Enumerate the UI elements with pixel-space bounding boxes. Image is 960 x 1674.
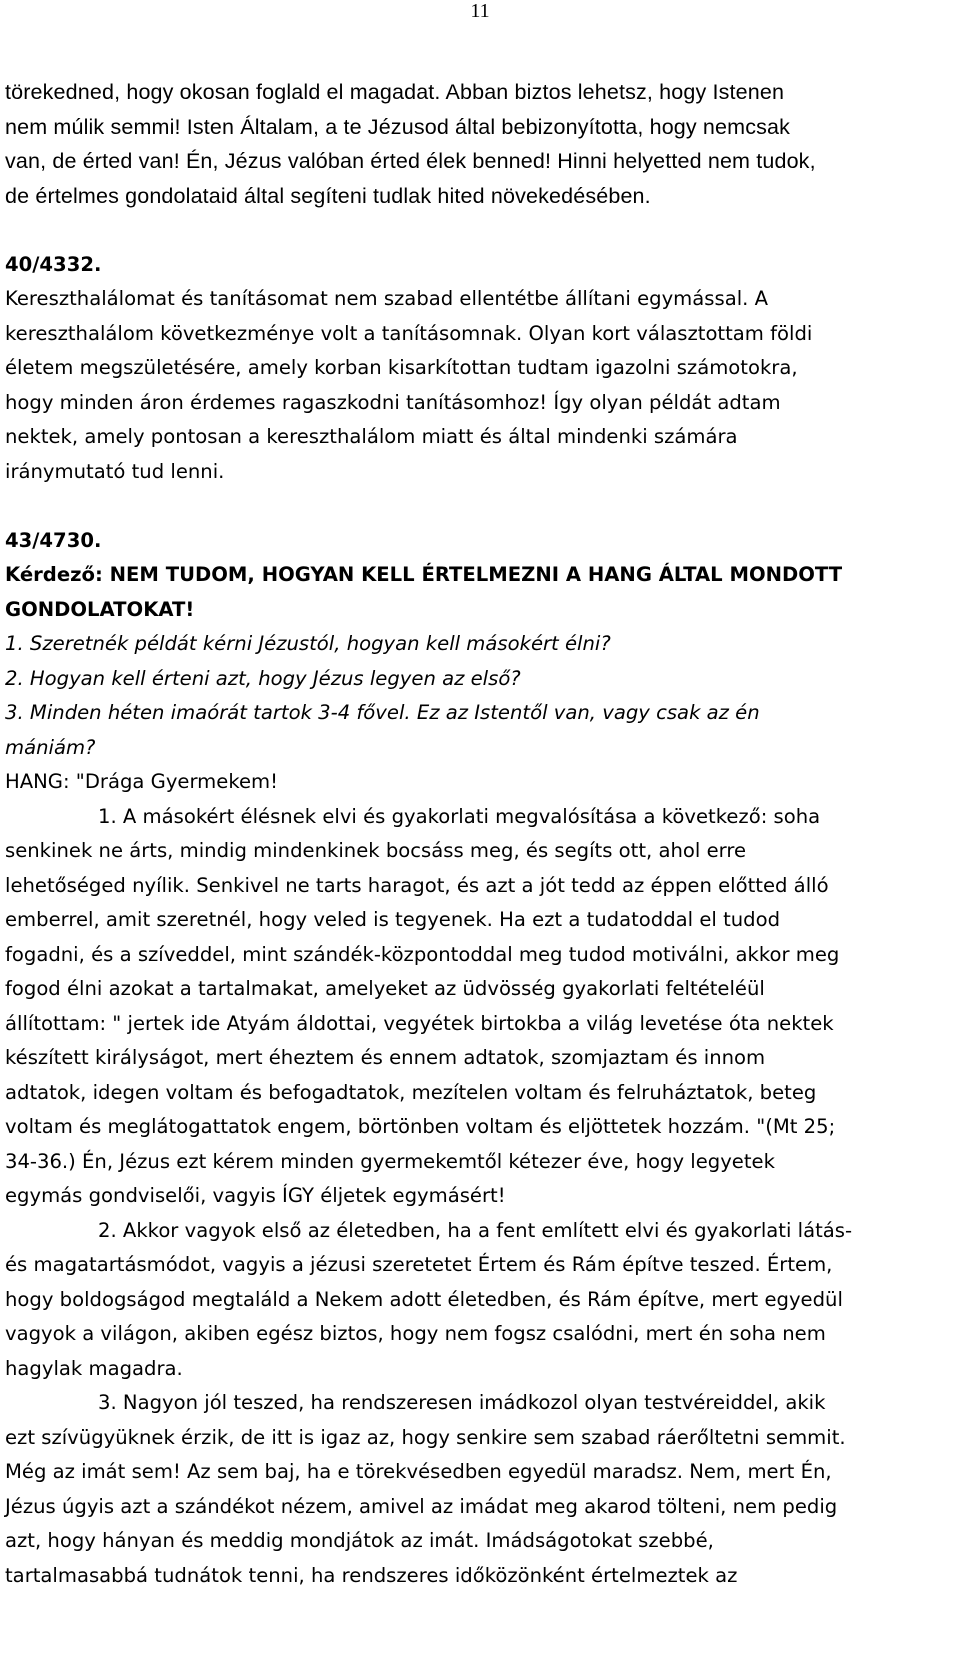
text-line: törekedned, hogy okosan foglald el magadat. Abban biztos lehetsz, hogy Istenen — [5, 80, 785, 104]
text-line: Jézus úgyis azt a szándékot nézem, amivel az imádat meg akarod tölteni, nem pedig — [5, 1494, 838, 1518]
sub-question: 2. Hogyan kell érteni azt, hogy Jézus legyen az első? — [5, 666, 521, 690]
page-number: 11 — [470, 0, 490, 22]
text-line: fogadni, és a szíveddel, mint szándék-központoddal meg tudod motiválni, akkor meg — [5, 942, 840, 966]
section-43-4730 — [5, 524, 955, 1594]
text-line: készített királyságot, mert éheztem és ennem adtatok, szomjaztam és innom — [5, 1046, 766, 1069]
paragraph-gap — [5, 489, 955, 524]
text-line: 34-36.) Én, Jézus ezt kérem minden gyermekemtől kétezer éve, hogy legyetek — [5, 1149, 775, 1173]
paragraph-gap — [5, 213, 955, 248]
text-line: voltam és meglátogattatok engem, börtönben voltam és eljöttetek hozzám. "(Mt 25; — [5, 1115, 836, 1138]
text-line: ezt szívügyüknek érzik, de itt is igaz az, hogy senkire sem szabad ráerőltetni semmit. — [5, 1425, 846, 1449]
text-line: emberrel, amit szeretnél, hogy veled is tegyenek. Ha ezt a tudatoddal el tudod — [5, 908, 781, 931]
section-number: 40/4332. — [5, 252, 102, 276]
answer-1-first-line: 1. A másokért élésnek elvi és gyakorlati megvalósítása a következő: soha — [98, 804, 821, 828]
section-40-4332 — [5, 248, 955, 490]
text-line: Még az imát sem! Az sem baj, ha e törekvésedben egyedül maradsz. Nem, mert Én, — [5, 1460, 832, 1483]
question-heading: Kérdező: NEM TUDOM, HOGYAN KELL ÉRTELMEZNI A HANG ÁLTAL MONDOTT — [5, 563, 843, 586]
text-line: nem múlik semmi! Isten Általam, a te Jézusod által bebizonyította, hogy nemcsak — [5, 114, 791, 139]
text-line: azt, hogy hányan és meddig mondjátok az imát. Imádságotokat szebbé, — [5, 1529, 714, 1552]
sub-question: 3. Minden héten imaórát tartok 3-4 fővel. Ez az Istentől van, vagy csak az én — [5, 701, 760, 724]
text-line: de értelmes gondolataid által segíteni tudlak hited növekedésében. — [5, 183, 651, 208]
text-line: adtatok, idegen voltam és befogadtatok, mezítelen voltam és felruháztatok, beteg — [5, 1080, 817, 1104]
sub-question: 1. Szeretnék példát kérni Jézustól, hogyan kell másokért élni? — [5, 632, 611, 655]
text-line: kereszthalálom következménye volt a tanításomnak. Olyan kort választottam földi — [5, 321, 813, 345]
text-line: vagyok a világon, akiben egész biztos, hogy nem fogsz csalódni, mert én soha nem — [5, 1322, 826, 1345]
answer-2-first-line: 2. Akkor vagyok első az életedben, ha a fent említett elvi és gyakorlati látás- — [98, 1218, 853, 1242]
text-line: lehetőséged nyílik. Senkivel ne tarts haragot, és azt a jót tedd az éppen előtted álló — [5, 873, 829, 897]
text-line: iránymutató tud lenni. — [5, 459, 225, 483]
text-line: egymás gondviselői, vagyis ÍGY éljetek egymásért! — [5, 1184, 506, 1207]
text-line: fogod élni azokat a tartalmakat, amelyeket az üdvösség gyakorlati feltételéül — [5, 977, 765, 1000]
text-line: senkinek ne árts, mindig mindenkinek bocsáss meg, és segíts ott, ahol erre — [5, 839, 747, 862]
document-body — [5, 75, 955, 1593]
text-line: hagylak magadra. — [5, 1356, 183, 1380]
text-line: nektek, amely pontosan a kereszthalálom miatt és által mindenki számára — [5, 425, 738, 448]
text-line: és magatartásmódot, vagyis a jézusi szeretetet Értem és Rám építve teszed. Értem, — [5, 1253, 833, 1276]
hang-intro: HANG: "Drága Gyermekem! — [5, 770, 278, 793]
text-line: életem megszületésére, amely korban kisarkítottan tudtam igazolni számotokra, — [5, 356, 798, 379]
text-line: állítottam: " jertek ide Atyám áldottai, vegyétek birtokba a világ levetése óta nektek — [5, 1011, 834, 1035]
sub-question: mániám? — [5, 735, 96, 759]
text-line: van, de érted van! Én, Jézus valóban érted élek benned! Hinni helyetted nem tudok, — [5, 149, 816, 173]
text-line: Kereszthalálomat és tanításomat nem szabad ellentétbe állítani egymással. A — [5, 287, 769, 310]
text-line: tartalmasabbá tudnátok tenni, ha rendszeres időközönként értelmeztek az — [5, 1563, 738, 1587]
question-heading: GONDOLATOKAT! — [5, 597, 195, 621]
intro-paragraph — [5, 75, 955, 213]
text-line: hogy minden áron érdemes ragaszkodni tanításomhoz! Így olyan példát adtam — [5, 390, 781, 414]
answer-3-first-line: 3. Nagyon jól teszed, ha rendszeresen imádkozol olyan testvéreiddel, akik — [98, 1391, 826, 1414]
text-line: hogy boldogságod megtaláld a Nekem adott életedben, és Rám építve, mert egyedül — [5, 1287, 843, 1311]
section-number: 43/4730. — [5, 528, 102, 552]
